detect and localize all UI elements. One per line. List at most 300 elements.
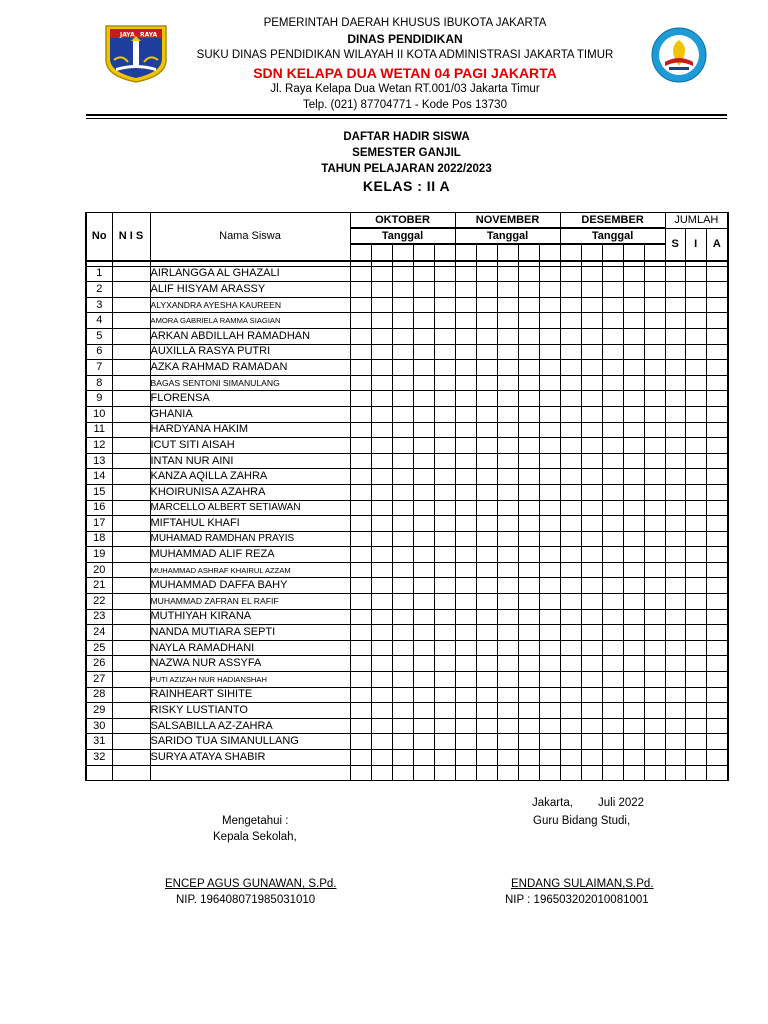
total-cell[interactable]	[665, 282, 685, 298]
attendance-cell[interactable]	[644, 531, 665, 547]
attendance-cell[interactable]	[497, 594, 518, 610]
attendance-cell[interactable]	[455, 516, 476, 532]
attendance-cell[interactable]	[602, 469, 623, 485]
attendance-cell[interactable]	[434, 672, 455, 688]
attendance-cell[interactable]	[602, 547, 623, 563]
total-cell[interactable]	[685, 703, 706, 719]
attendance-cell[interactable]	[497, 406, 518, 422]
date-slot[interactable]	[560, 244, 581, 261]
attendance-cell[interactable]	[476, 344, 497, 360]
total-cell[interactable]	[665, 500, 685, 516]
attendance-cell[interactable]	[392, 640, 413, 656]
attendance-cell[interactable]	[455, 469, 476, 485]
attendance-cell[interactable]	[560, 734, 581, 750]
attendance-cell[interactable]	[455, 765, 476, 781]
attendance-cell[interactable]	[371, 625, 392, 641]
attendance-cell[interactable]	[476, 438, 497, 454]
attendance-cell[interactable]	[413, 718, 434, 734]
attendance-cell[interactable]	[413, 750, 434, 766]
attendance-cell[interactable]	[434, 547, 455, 563]
attendance-cell[interactable]	[602, 500, 623, 516]
student-nis[interactable]	[112, 718, 150, 734]
attendance-cell[interactable]	[623, 547, 644, 563]
student-nis[interactable]	[112, 328, 150, 344]
attendance-cell[interactable]	[371, 672, 392, 688]
attendance-cell[interactable]	[392, 360, 413, 376]
attendance-cell[interactable]	[350, 656, 371, 672]
attendance-cell[interactable]	[518, 422, 539, 438]
total-cell[interactable]	[685, 718, 706, 734]
total-cell[interactable]	[706, 703, 728, 719]
attendance-cell[interactable]	[497, 718, 518, 734]
attendance-cell[interactable]	[644, 328, 665, 344]
attendance-cell[interactable]	[602, 328, 623, 344]
attendance-cell[interactable]	[560, 578, 581, 594]
attendance-cell[interactable]	[497, 375, 518, 391]
attendance-cell[interactable]	[581, 391, 602, 407]
attendance-cell[interactable]	[518, 313, 539, 329]
attendance-cell[interactable]	[371, 750, 392, 766]
total-cell[interactable]	[685, 282, 706, 298]
attendance-cell[interactable]	[392, 734, 413, 750]
attendance-cell[interactable]	[434, 516, 455, 532]
attendance-cell[interactable]	[455, 547, 476, 563]
attendance-cell[interactable]	[518, 594, 539, 610]
attendance-cell[interactable]	[371, 328, 392, 344]
attendance-cell[interactable]	[350, 469, 371, 485]
student-nis[interactable]	[112, 625, 150, 641]
attendance-cell[interactable]	[560, 687, 581, 703]
attendance-cell[interactable]	[476, 734, 497, 750]
attendance-cell[interactable]	[413, 484, 434, 500]
total-cell[interactable]	[665, 750, 685, 766]
attendance-cell[interactable]	[644, 750, 665, 766]
attendance-cell[interactable]	[455, 438, 476, 454]
total-cell[interactable]	[665, 656, 685, 672]
attendance-cell[interactable]	[350, 328, 371, 344]
attendance-cell[interactable]	[581, 282, 602, 298]
attendance-cell[interactable]	[602, 687, 623, 703]
attendance-cell[interactable]	[539, 625, 560, 641]
total-cell[interactable]	[665, 594, 685, 610]
total-cell[interactable]	[706, 640, 728, 656]
attendance-cell[interactable]	[455, 344, 476, 360]
attendance-cell[interactable]	[560, 266, 581, 282]
total-cell[interactable]	[685, 672, 706, 688]
attendance-cell[interactable]	[623, 687, 644, 703]
attendance-cell[interactable]	[497, 391, 518, 407]
attendance-cell[interactable]	[644, 469, 665, 485]
attendance-cell[interactable]	[623, 562, 644, 578]
attendance-cell[interactable]	[497, 438, 518, 454]
attendance-cell[interactable]	[539, 594, 560, 610]
attendance-cell[interactable]	[644, 656, 665, 672]
attendance-cell[interactable]	[581, 578, 602, 594]
attendance-cell[interactable]	[413, 313, 434, 329]
attendance-cell[interactable]	[518, 453, 539, 469]
attendance-cell[interactable]	[350, 391, 371, 407]
attendance-cell[interactable]	[497, 562, 518, 578]
attendance-cell[interactable]	[539, 562, 560, 578]
attendance-cell[interactable]	[602, 484, 623, 500]
attendance-cell[interactable]	[518, 765, 539, 781]
student-nis[interactable]	[112, 422, 150, 438]
attendance-cell[interactable]	[476, 391, 497, 407]
attendance-cell[interactable]	[392, 266, 413, 282]
attendance-cell[interactable]	[518, 344, 539, 360]
attendance-cell[interactable]	[602, 672, 623, 688]
total-cell[interactable]	[706, 297, 728, 313]
attendance-cell[interactable]	[560, 516, 581, 532]
total-cell[interactable]	[665, 640, 685, 656]
attendance-cell[interactable]	[392, 672, 413, 688]
attendance-cell[interactable]	[581, 594, 602, 610]
date-slot[interactable]	[392, 244, 413, 261]
attendance-cell[interactable]	[539, 328, 560, 344]
attendance-cell[interactable]	[539, 484, 560, 500]
attendance-cell[interactable]	[581, 750, 602, 766]
total-cell[interactable]	[685, 406, 706, 422]
attendance-cell[interactable]	[518, 266, 539, 282]
attendance-cell[interactable]	[455, 609, 476, 625]
attendance-cell[interactable]	[518, 531, 539, 547]
attendance-cell[interactable]	[518, 484, 539, 500]
total-cell[interactable]	[685, 562, 706, 578]
attendance-cell[interactable]	[476, 469, 497, 485]
attendance-cell[interactable]	[539, 453, 560, 469]
total-cell[interactable]	[685, 266, 706, 282]
attendance-cell[interactable]	[539, 656, 560, 672]
attendance-cell[interactable]	[644, 547, 665, 563]
attendance-cell[interactable]	[434, 718, 455, 734]
attendance-cell[interactable]	[539, 282, 560, 298]
total-cell[interactable]	[665, 609, 685, 625]
total-cell[interactable]	[665, 313, 685, 329]
attendance-cell[interactable]	[392, 516, 413, 532]
total-cell[interactable]	[706, 266, 728, 282]
student-nis[interactable]	[112, 406, 150, 422]
attendance-cell[interactable]	[623, 438, 644, 454]
attendance-cell[interactable]	[560, 344, 581, 360]
attendance-cell[interactable]	[371, 438, 392, 454]
total-cell[interactable]	[665, 625, 685, 641]
attendance-cell[interactable]	[644, 344, 665, 360]
attendance-cell[interactable]	[623, 672, 644, 688]
attendance-cell[interactable]	[581, 765, 602, 781]
attendance-cell[interactable]	[623, 375, 644, 391]
attendance-cell[interactable]	[581, 640, 602, 656]
total-cell[interactable]	[706, 547, 728, 563]
attendance-cell[interactable]	[602, 578, 623, 594]
total-cell[interactable]	[706, 406, 728, 422]
attendance-cell[interactable]	[476, 687, 497, 703]
attendance-cell[interactable]	[560, 531, 581, 547]
attendance-cell[interactable]	[497, 516, 518, 532]
attendance-cell[interactable]	[392, 765, 413, 781]
attendance-cell[interactable]	[644, 562, 665, 578]
total-cell[interactable]	[685, 344, 706, 360]
attendance-cell[interactable]	[371, 594, 392, 610]
attendance-cell[interactable]	[539, 516, 560, 532]
attendance-cell[interactable]	[350, 687, 371, 703]
attendance-cell[interactable]	[392, 469, 413, 485]
attendance-cell[interactable]	[371, 297, 392, 313]
attendance-cell[interactable]	[455, 672, 476, 688]
attendance-cell[interactable]	[497, 266, 518, 282]
attendance-cell[interactable]	[623, 656, 644, 672]
attendance-cell[interactable]	[371, 656, 392, 672]
attendance-cell[interactable]	[623, 297, 644, 313]
student-nis[interactable]	[112, 656, 150, 672]
attendance-cell[interactable]	[602, 313, 623, 329]
student-nis[interactable]	[112, 297, 150, 313]
attendance-cell[interactable]	[602, 750, 623, 766]
attendance-cell[interactable]	[518, 438, 539, 454]
attendance-cell[interactable]	[413, 687, 434, 703]
student-nis[interactable]	[112, 484, 150, 500]
attendance-cell[interactable]	[413, 375, 434, 391]
attendance-cell[interactable]	[497, 282, 518, 298]
total-cell[interactable]	[706, 344, 728, 360]
attendance-cell[interactable]	[581, 609, 602, 625]
attendance-cell[interactable]	[434, 391, 455, 407]
attendance-cell[interactable]	[497, 656, 518, 672]
attendance-cell[interactable]	[497, 453, 518, 469]
attendance-cell[interactable]	[581, 297, 602, 313]
attendance-cell[interactable]	[497, 469, 518, 485]
attendance-cell[interactable]	[497, 687, 518, 703]
attendance-cell[interactable]	[497, 422, 518, 438]
attendance-cell[interactable]	[518, 703, 539, 719]
date-slot[interactable]	[581, 244, 602, 261]
total-cell[interactable]	[685, 375, 706, 391]
attendance-cell[interactable]	[413, 609, 434, 625]
attendance-cell[interactable]	[455, 375, 476, 391]
attendance-cell[interactable]	[476, 703, 497, 719]
attendance-cell[interactable]	[434, 594, 455, 610]
attendance-cell[interactable]	[455, 500, 476, 516]
date-slot[interactable]	[413, 244, 434, 261]
attendance-cell[interactable]	[602, 391, 623, 407]
student-nis[interactable]	[112, 516, 150, 532]
attendance-cell[interactable]	[371, 375, 392, 391]
attendance-cell[interactable]	[581, 438, 602, 454]
attendance-cell[interactable]	[392, 453, 413, 469]
attendance-cell[interactable]	[476, 750, 497, 766]
attendance-cell[interactable]	[539, 313, 560, 329]
attendance-cell[interactable]	[350, 547, 371, 563]
attendance-cell[interactable]	[560, 438, 581, 454]
attendance-cell[interactable]	[581, 500, 602, 516]
total-cell[interactable]	[665, 578, 685, 594]
total-cell[interactable]	[706, 531, 728, 547]
student-nis[interactable]	[112, 391, 150, 407]
attendance-cell[interactable]	[371, 516, 392, 532]
attendance-cell[interactable]	[539, 718, 560, 734]
attendance-cell[interactable]	[413, 344, 434, 360]
total-cell[interactable]	[685, 469, 706, 485]
attendance-cell[interactable]	[623, 640, 644, 656]
attendance-cell[interactable]	[623, 282, 644, 298]
attendance-cell[interactable]	[434, 484, 455, 500]
attendance-cell[interactable]	[560, 328, 581, 344]
attendance-cell[interactable]	[602, 344, 623, 360]
attendance-cell[interactable]	[560, 718, 581, 734]
attendance-cell[interactable]	[518, 687, 539, 703]
total-cell[interactable]	[706, 469, 728, 485]
attendance-cell[interactable]	[623, 360, 644, 376]
attendance-cell[interactable]	[581, 625, 602, 641]
attendance-cell[interactable]	[392, 547, 413, 563]
attendance-cell[interactable]	[434, 656, 455, 672]
student-nis[interactable]	[112, 609, 150, 625]
attendance-cell[interactable]	[476, 578, 497, 594]
total-cell[interactable]	[706, 656, 728, 672]
attendance-cell[interactable]	[602, 422, 623, 438]
date-slot[interactable]	[518, 244, 539, 261]
attendance-cell[interactable]	[644, 640, 665, 656]
attendance-cell[interactable]	[455, 422, 476, 438]
attendance-cell[interactable]	[560, 313, 581, 329]
attendance-cell[interactable]	[371, 734, 392, 750]
attendance-cell[interactable]	[392, 750, 413, 766]
attendance-cell[interactable]	[560, 453, 581, 469]
total-cell[interactable]	[706, 360, 728, 376]
attendance-cell[interactable]	[497, 750, 518, 766]
total-cell[interactable]	[685, 500, 706, 516]
attendance-cell[interactable]	[539, 672, 560, 688]
attendance-cell[interactable]	[623, 703, 644, 719]
attendance-cell[interactable]	[455, 484, 476, 500]
attendance-cell[interactable]	[392, 328, 413, 344]
attendance-cell[interactable]	[371, 406, 392, 422]
attendance-cell[interactable]	[392, 687, 413, 703]
attendance-cell[interactable]	[350, 734, 371, 750]
attendance-cell[interactable]	[371, 266, 392, 282]
attendance-cell[interactable]	[644, 578, 665, 594]
attendance-cell[interactable]	[350, 516, 371, 532]
attendance-cell[interactable]	[581, 547, 602, 563]
total-cell[interactable]	[706, 562, 728, 578]
attendance-cell[interactable]	[476, 360, 497, 376]
attendance-cell[interactable]	[392, 718, 413, 734]
attendance-cell[interactable]	[455, 328, 476, 344]
total-cell[interactable]	[665, 360, 685, 376]
attendance-cell[interactable]	[392, 313, 413, 329]
attendance-cell[interactable]	[518, 562, 539, 578]
attendance-cell[interactable]	[434, 282, 455, 298]
student-nis[interactable]	[112, 438, 150, 454]
attendance-cell[interactable]	[644, 266, 665, 282]
attendance-cell[interactable]	[434, 500, 455, 516]
date-slot[interactable]	[539, 244, 560, 261]
attendance-cell[interactable]	[434, 360, 455, 376]
attendance-cell[interactable]	[623, 516, 644, 532]
attendance-cell[interactable]	[560, 282, 581, 298]
attendance-cell[interactable]	[518, 750, 539, 766]
attendance-cell[interactable]	[623, 625, 644, 641]
attendance-cell[interactable]	[560, 297, 581, 313]
attendance-cell[interactable]	[581, 687, 602, 703]
attendance-cell[interactable]	[455, 266, 476, 282]
attendance-cell[interactable]	[476, 718, 497, 734]
attendance-cell[interactable]	[413, 516, 434, 532]
attendance-cell[interactable]	[539, 344, 560, 360]
attendance-cell[interactable]	[644, 422, 665, 438]
total-cell[interactable]	[706, 484, 728, 500]
attendance-cell[interactable]	[497, 344, 518, 360]
attendance-cell[interactable]	[623, 344, 644, 360]
total-cell[interactable]	[665, 391, 685, 407]
attendance-cell[interactable]	[518, 360, 539, 376]
attendance-cell[interactable]	[350, 672, 371, 688]
attendance-cell[interactable]	[434, 438, 455, 454]
total-cell[interactable]	[706, 516, 728, 532]
student-nis[interactable]	[112, 531, 150, 547]
total-cell[interactable]	[665, 687, 685, 703]
attendance-cell[interactable]	[434, 609, 455, 625]
attendance-cell[interactable]	[539, 500, 560, 516]
attendance-cell[interactable]	[518, 406, 539, 422]
attendance-cell[interactable]	[581, 375, 602, 391]
attendance-cell[interactable]	[581, 734, 602, 750]
attendance-cell[interactable]	[350, 531, 371, 547]
attendance-cell[interactable]	[413, 594, 434, 610]
attendance-cell[interactable]	[644, 765, 665, 781]
student-nis[interactable]	[112, 344, 150, 360]
attendance-cell[interactable]	[602, 656, 623, 672]
attendance-cell[interactable]	[371, 360, 392, 376]
attendance-cell[interactable]	[623, 406, 644, 422]
attendance-cell[interactable]	[560, 765, 581, 781]
attendance-cell[interactable]	[602, 282, 623, 298]
attendance-cell[interactable]	[623, 594, 644, 610]
attendance-cell[interactable]	[434, 750, 455, 766]
attendance-cell[interactable]	[392, 422, 413, 438]
attendance-cell[interactable]	[644, 406, 665, 422]
attendance-cell[interactable]	[455, 562, 476, 578]
attendance-cell[interactable]	[497, 672, 518, 688]
student-nis[interactable]	[112, 266, 150, 282]
attendance-cell[interactable]	[455, 750, 476, 766]
attendance-cell[interactable]	[371, 422, 392, 438]
date-slot[interactable]	[497, 244, 518, 261]
attendance-cell[interactable]	[476, 500, 497, 516]
attendance-cell[interactable]	[518, 578, 539, 594]
attendance-cell[interactable]	[455, 687, 476, 703]
total-cell[interactable]	[685, 640, 706, 656]
total-cell[interactable]	[665, 734, 685, 750]
attendance-cell[interactable]	[392, 703, 413, 719]
attendance-cell[interactable]	[350, 703, 371, 719]
attendance-cell[interactable]	[455, 406, 476, 422]
attendance-cell[interactable]	[392, 578, 413, 594]
attendance-cell[interactable]	[371, 547, 392, 563]
attendance-cell[interactable]	[455, 453, 476, 469]
attendance-cell[interactable]	[455, 391, 476, 407]
attendance-cell[interactable]	[497, 734, 518, 750]
attendance-cell[interactable]	[350, 282, 371, 298]
attendance-cell[interactable]	[518, 547, 539, 563]
total-cell[interactable]	[685, 750, 706, 766]
student-nis[interactable]	[112, 765, 150, 781]
student-nis[interactable]	[112, 687, 150, 703]
attendance-cell[interactable]	[350, 406, 371, 422]
total-cell[interactable]	[665, 703, 685, 719]
attendance-cell[interactable]	[434, 375, 455, 391]
attendance-cell[interactable]	[539, 703, 560, 719]
attendance-cell[interactable]	[539, 609, 560, 625]
